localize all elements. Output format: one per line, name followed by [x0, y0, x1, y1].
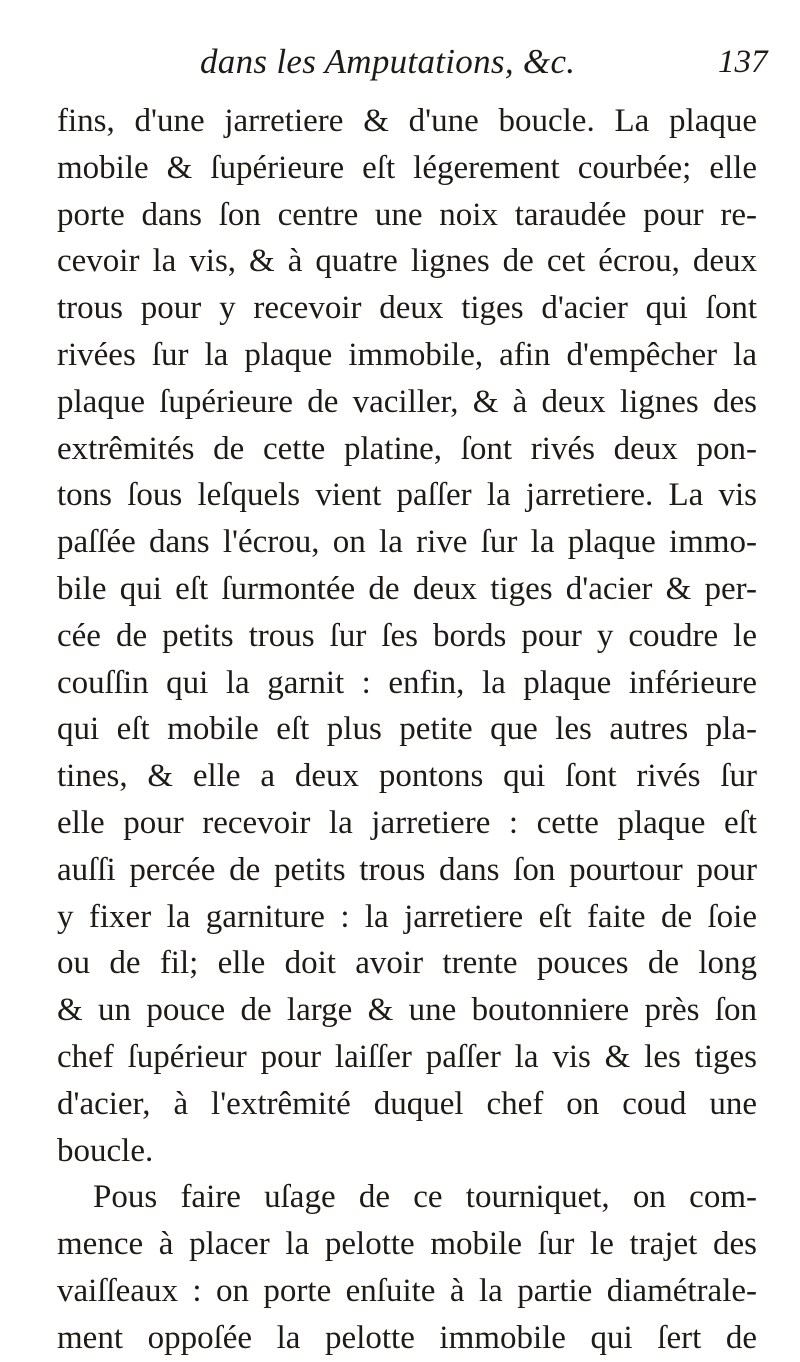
text-line: auſſi percée de petits trous dans ſon pourtour pour — [57, 851, 757, 888]
running-head — [0, 42, 800, 92]
text-line: d'acier, à l'extrêmité duquel chef on coud une — [57, 1085, 757, 1122]
running-title: dans les Amputations, &c. — [200, 42, 576, 81]
text-line: extrêmités de cette platine, ſont rivés deux pon- — [57, 430, 757, 467]
text-line: y fixer la garniture : la jarretiere eſt faite de ſoie — [57, 898, 757, 935]
text-line: plaque ſupérieure de vaciller, & à deux lignes des — [57, 383, 757, 420]
text-line: chef ſupérieur pour laiſſer paſſer la vis & les tiges — [57, 1038, 757, 1075]
text-line: ment oppoſée la pelotte immobile qui ſert de — [57, 1319, 757, 1356]
text-line: trous pour y recevoir deux tiges d'acier qui ſont — [57, 290, 757, 327]
text-line: qui eſt mobile eſt plus petite que les autres pla- — [57, 711, 757, 748]
text-line: paſſée dans l'écrou, on la rive ſur la plaque immo- — [57, 524, 757, 561]
text-line: vaiſſeaux : on porte enſuite à la partie diamétrale- — [57, 1272, 757, 1309]
text-line: & un pouce de large & une boutonniere près ſon — [57, 992, 757, 1029]
text-line: tines, & elle a deux pontons qui ſont rivés ſur — [57, 758, 757, 795]
text-line: rivées ſur la plaque immobile, afin d'empêcher la — [57, 336, 757, 373]
text-line: porte dans ſon centre une noix taraudée pour re- — [57, 196, 757, 233]
paragraph-end-line: boucle. — [57, 1132, 154, 1169]
text-line: couſſin qui la garnit : enfin, la plaque inférieure — [57, 664, 757, 701]
text-line: mence à placer la pelotte mobile ſur le trajet des — [57, 1226, 757, 1263]
page-number: 137 — [718, 44, 768, 80]
text-line: tons ſous leſquels vient paſſer la jarretiere. La vis — [57, 477, 757, 514]
text-line: cée de petits trous ſur ſes bords pour y coudre le — [57, 617, 757, 654]
body-text — [57, 98, 757, 1362]
text-line: elle pour recevoir la jarretiere : cette plaque eſt — [57, 804, 757, 841]
paragraph-start-line: Pous faire uſage de ce tourniquet, on com- — [93, 1179, 757, 1216]
text-line: ou de fil; elle doit avoir trente pouces de long — [57, 945, 757, 982]
text-line: mobile & ſupérieure eſt légerement courbée; elle — [57, 149, 757, 186]
text-line: bile qui eſt ſurmontée de deux tiges d'acier & per- — [57, 570, 757, 607]
text-line: cevoir la vis, & à quatre lignes de cet écrou, deux — [57, 243, 757, 280]
text-line: fins, d'une jarretiere & d'une boucle. La plaque — [57, 103, 757, 139]
